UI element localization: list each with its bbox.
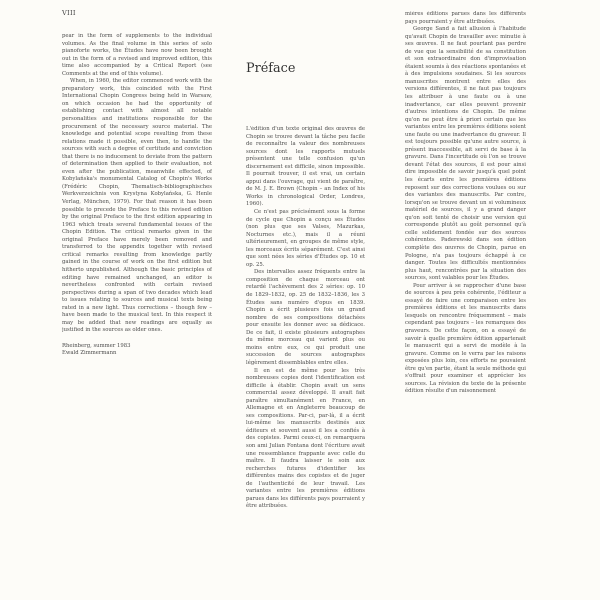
signature-block (62, 343, 212, 358)
middle-paragraph-1: L'édition d'un texte original des œuvres de Chopin se trouve devant la tâche peu facile de reconnaître la valeur des nombreuses sources dont les rapports mutuels présentent une telle confusion qu'un discernement est difficile, sinon impossible. Il pourrait trouver, il est vrai, un certain appui dans l'ouvrage, qui vient de paraître, de M. J. E. Brown (Chopin – an Index of his Works in chronological Order, Londres, 1960). (246, 126, 365, 208)
middle-paragraph-2: Ce n'est pas précisément sous la forme de cycle que Chopin a conçu ses Études (non plus que ses Valses, Mazurkas, Nocturnes etc.), mais il a réuni ultérieurement, en groupes de même style, les morceaux écrits séparément. C'est ainsi que sont nées les séries d'Études op. 10 et op. 25. (246, 209, 365, 268)
left-paragraph-1: pear in the form of supplements to the individual volumes. As the final volume in this series of solo pianoforte works, the Études have now been brought out in the form of a revised and improved edition, this time also accompanied by a Critical Report (see Comments at the end of this volume). (62, 33, 212, 77)
right-paragraph-2: George Sand a fait allusion à l'habitude qu'avait Chopin de travailler avec minutie à ses œuvres. Il ne faut pourtant pas perdre de vue que la sensibilité de sa constitution et son extraordinaire don d'improvisation étaient soumis à des réactions spontanées et à des impulsions soudaines. Si les sources manuscrites montrent entre elles des versions différentes, il ne faut pas toujours les attribuer à une faute ou à une inadvertance, car elles peuvent provenir d'autres intentions de Chopin. De même qu'on ne peut être à priori certain que les variantes entre les premières éditions soient une faute ou une inadvertance du graveur. Il est toujours possible qu'une autre source, à présent inaccessible, ait servi de base à la gravure. Dans l'incertitude où l'on se trouve devant l'état des sources, il est pour ainsi dire impossible de savoir jusqu'à quel point les écarts entre les premières éditions reposent sur des corrections voulues ou sur des variantes des manuscrits. Par contre, lorsqu'on se trouve devant un si volumineux matériel de sources, il y a grand danger qu'on soit tenté de choisir une version qui corresponde plutôt au goût personnel qu'à celle solidement fondée sur des sources cohérentes. Paderewski dans son édition complète des œuvres de Chopin, parue en Pologne, n'a pas toujours échappé à ce danger. Toutes les difficultés mentionnées plus haut, rencontrées par la situation des sources, sont valables pour les Études. (405, 26, 526, 282)
signature-name: Ewald Zimmermann (62, 350, 117, 357)
preface-heading: Préface (246, 61, 296, 76)
left-text-column (62, 33, 212, 553)
right-text-column (405, 11, 526, 556)
middle-paragraph-4: Il en est de même pour les très nombreuses copies dont l'identification est difficile à établir. Chopin avait un sens commercial assez développé. Il avait fait paraître simultanément en France, en Allemagne et en Angleterre beaucoup de ses compositions. Par-ci, par-là, il a écrit lui-même les manuscrits destinés aux éditeurs et souvent aussi il les a confiés à des copistes. Parmi ceux-ci, on remarquera son ami Julian Fontana dont l'écriture avait une ressemblance frappante avec celle du maître. Il faudra laisser le soin aux recherches futures d'identifier les différentes mains des copistes et de juger de l'authenticité de leur travail. Les variantes entre les premières éditions parues dans les différents pays pourraient y être attribuées. (246, 367, 365, 510)
middle-paragraph-3: Des intervalles assez fréquents entre la composition de chaque morceau ont retardé l'achèvement des 2 séries: op. 10 de 1829–1832, op. 25 de 1832–1836, les 3 Études sans numéro d'opus en 1839. Chopin a écrit plusieurs fois un grand nombre de ses compositions détachées pour ensuite les donner avec sa dédicace. De ce fait, il existe plusieurs autographes du même morceau qui varient plus ou moins entre eux, ce qui produit une succession de sources autographes légèrement dissemblables entre elles. (246, 269, 365, 366)
signature-place-date: Rheinberg, summer 1983 (62, 342, 131, 349)
middle-text-column (246, 126, 365, 556)
left-paragraph-2: When, in 1960, the editor commenced work with the preparatory work, this coincided with the First International Chopin Congress being held in Warsaw, on which occasion he had the opportunity of establishing contact with almost all notable personalities and institutions responsible for the procurement of the necessary source material. The knowledge and potential scope resulting from these relations made it possible, even then, to handle the sources with such a degree of certitude and conviction that there is no inducement to deviate from the pattern of determination then applied to their evaluation, not even after the publication, meanwhile effected, of Kobylańska's monumental Catalog of Chopin's Works (Frédéric Chopin, Thematisch-bibliographisches Werkverzeichnis von Krystyna Kobylańska, G. Henle Verlag, München, 1979). For that reason it has been possible to precede the Preface to this revised edition by the original Preface to the first edition appearing in 1963 which treats several fundamental issues of the Chopin Edition. The critical remarks given in the original Preface have merely been removed and transferred to the appendix together with revised critical remarks resulting from knowledge partly gained in the course of work on the first edition but hitherto unpublished. Although the basic principles of editing have remained unchanged, an editor is nevertheless confronted with certain revised perspectives during a span of two decades which lead to issues relating to sources and musical texts being rated in a new light. Thus corrections – though few – have been made to the musical text. In this respect it may be added that new readings are equally as justified in the sources as older ones. (62, 78, 212, 334)
page-number: VIII (62, 9, 76, 17)
right-paragraph-3: Pour arriver à se rapprocher d'une base de sources à peu près cohérente, l'éditeur a essayé de faire une comparaison entre les premières éditions et les manuscrits dans lesquels on rencontre fréquemment – mais cependant pas toujours – les remarques des graveurs. De cette façon, on a essayé de savoir à quelle première édition appartenait le manuscrit qui a servi de modèle à la gravure. Comme on le verra par les raisons exposées plus loin, ces efforts ne pouvaient être qu'en partie, étant la seule méthode qui s'offrait pour examiner et apprécier les sources. La révision du texte de la présente édition résulte d'un raisonnement (405, 282, 526, 395)
right-paragraph-1: mières éditions parues dans les différents pays pourraient y être attribuées. (405, 11, 526, 25)
